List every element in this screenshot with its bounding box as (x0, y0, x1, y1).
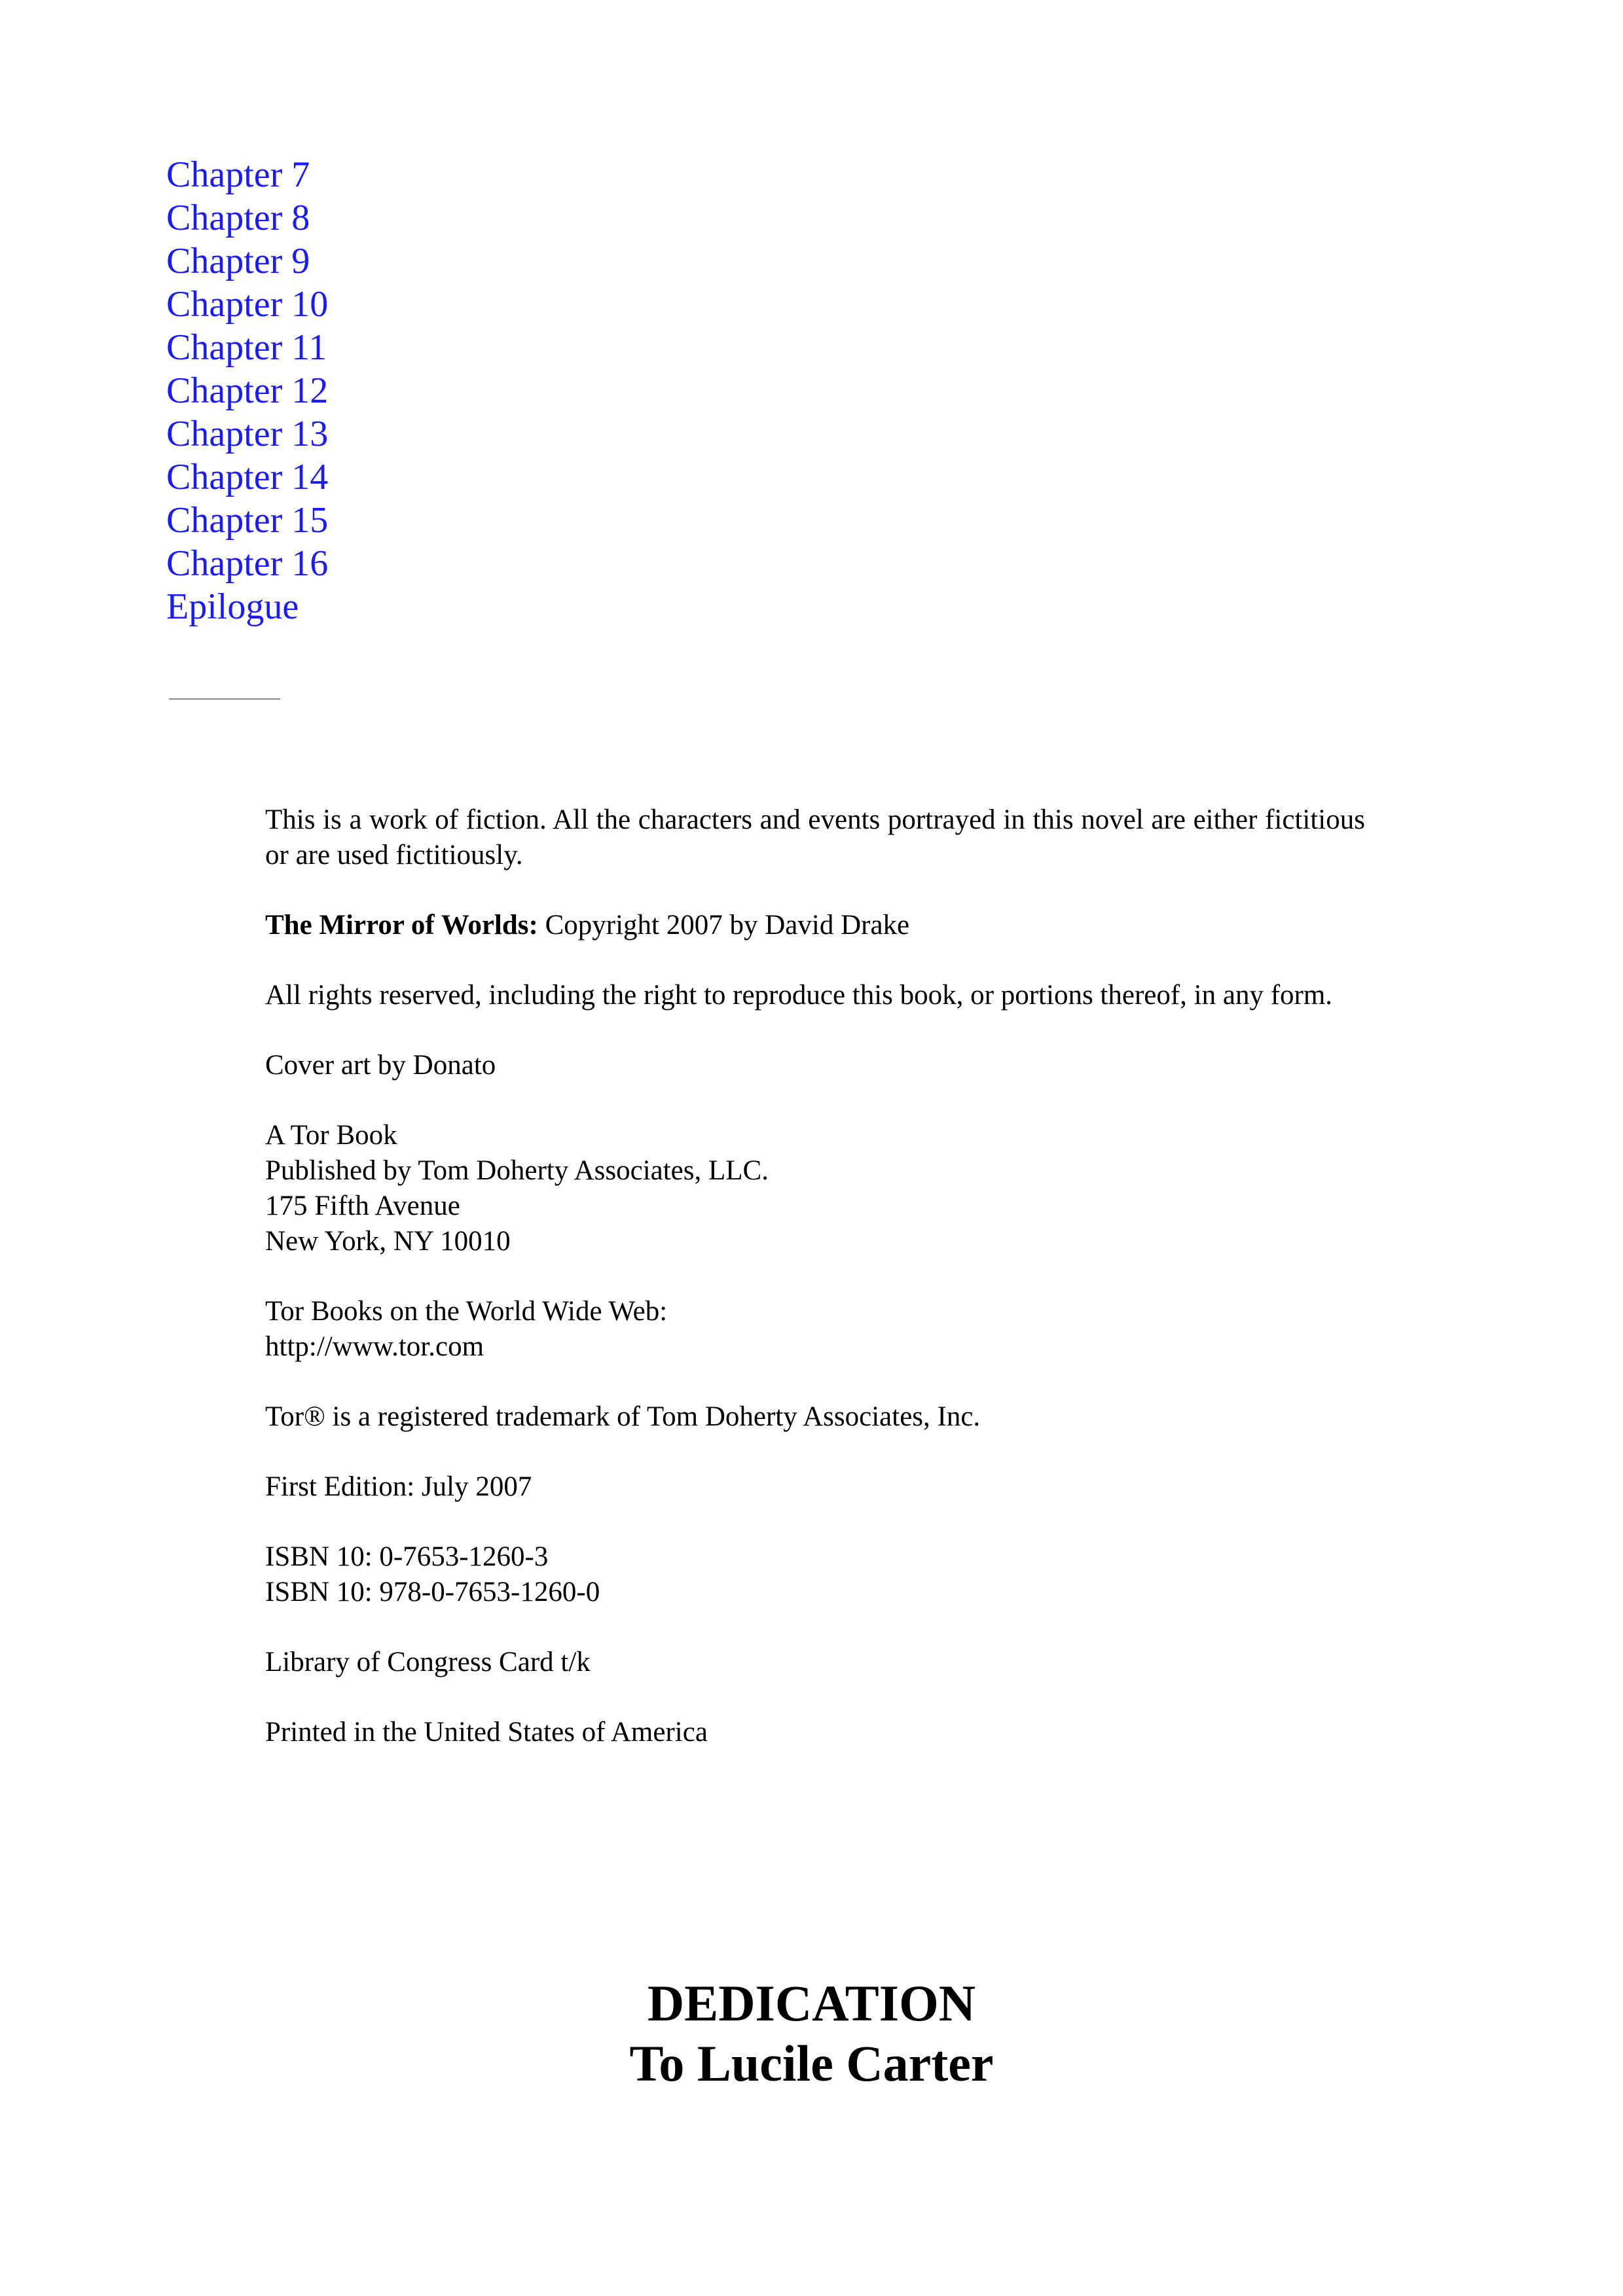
publisher-block (265, 1118, 1365, 1259)
toc-item (166, 283, 328, 326)
toc-item (166, 326, 328, 369)
toc-item (166, 240, 328, 283)
printed-in: Printed in the United States of America (265, 1717, 708, 1748)
toc-link-chapter-11[interactable]: Chapter 11 (166, 327, 327, 368)
toc-item (166, 196, 328, 240)
fiction-notice: This is a work of fiction. All the characters and events portrayed in this novel are either fictitious or are used fictitiously. (265, 804, 1365, 870)
dedication (0, 1973, 1623, 2094)
publisher-imprint: A Tor Book (265, 1120, 397, 1151)
toc-link-chapter-15[interactable]: Chapter 15 (166, 500, 329, 541)
table-of-contents (166, 153, 328, 628)
isbn-13: ISBN 10: 978-0-7653-1260-0 (265, 1577, 600, 1607)
dedication-heading: DEDICATION (647, 1975, 976, 2032)
web-label: Tor Books on the World Wide Web: (265, 1296, 668, 1327)
publisher-name: Published by Tom Doherty Associates, LLC. (265, 1155, 769, 1186)
book-title: The Mirror of Worlds: (265, 910, 538, 941)
toc-link-chapter-8[interactable]: Chapter 8 (166, 198, 310, 238)
toc-item (166, 456, 328, 499)
toc-link-chapter-10[interactable]: Chapter 10 (166, 284, 329, 325)
trademark-notice: Tor® is a registered trademark of Tom Doherty Associates, Inc. (265, 1401, 981, 1432)
edition-line: First Edition: July 2007 (265, 1471, 532, 1502)
toc-item (166, 153, 328, 196)
library-of-congress: Library of Congress Card t/k (265, 1647, 591, 1677)
copyright-statement (265, 908, 1365, 943)
isbn-block (265, 1539, 1365, 1610)
toc-item (166, 369, 328, 412)
publisher-street: 175 Fifth Avenue (265, 1191, 460, 1221)
toc-item (166, 412, 328, 456)
web-block (265, 1294, 1365, 1365)
copyright-page (265, 802, 1365, 1785)
toc-link-chapter-9[interactable]: Chapter 9 (166, 241, 310, 281)
copyright-line: Copyright 2007 by David Drake (545, 910, 910, 941)
dedication-recipient: To Lucile Carter (629, 2035, 994, 2092)
toc-link-chapter-7[interactable]: Chapter 7 (166, 154, 310, 195)
toc-link-epilogue[interactable]: Epilogue (166, 586, 299, 627)
section-divider (169, 698, 280, 700)
toc-link-chapter-12[interactable]: Chapter 12 (166, 370, 329, 411)
toc-item (166, 585, 328, 628)
cover-art-credit: Cover art by Donato (265, 1050, 496, 1081)
toc-item (166, 499, 328, 542)
toc-link-chapter-14[interactable]: Chapter 14 (166, 457, 329, 497)
toc-link-chapter-16[interactable]: Chapter 16 (166, 543, 329, 584)
toc-link-chapter-13[interactable]: Chapter 13 (166, 414, 329, 454)
toc-item (166, 542, 328, 585)
isbn-10: ISBN 10: 0-7653-1260-3 (265, 1541, 549, 1572)
web-url: http://www.tor.com (265, 1331, 484, 1362)
rights-notice: All rights reserved, including the right to reproduce this book, or portions thereof, in any form. (265, 980, 1333, 1011)
publisher-city: New York, NY 10010 (265, 1226, 511, 1257)
